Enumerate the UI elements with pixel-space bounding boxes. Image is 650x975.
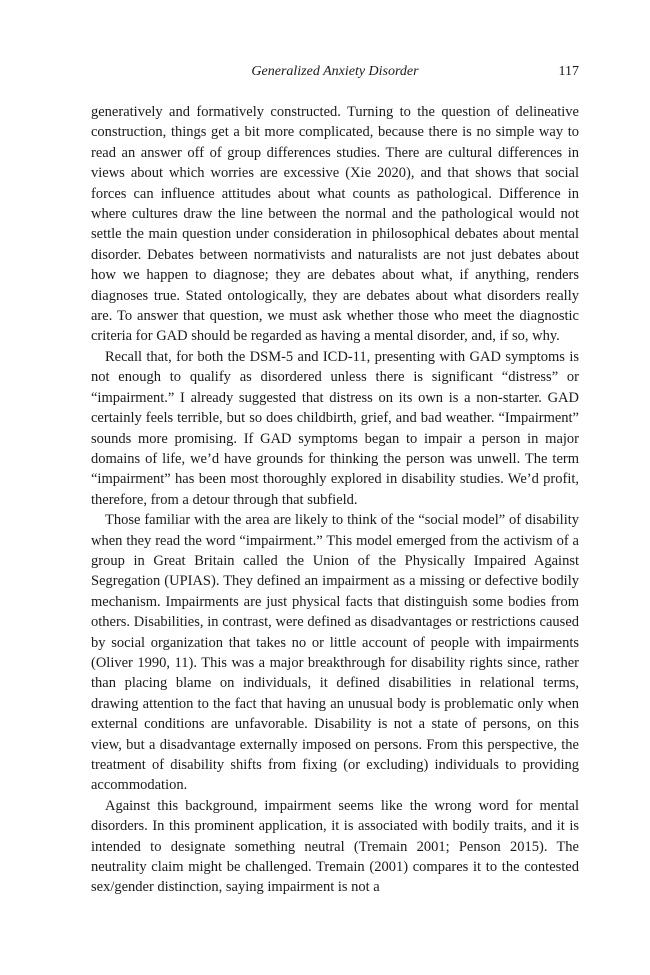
page-number: 117	[558, 64, 579, 79]
book-page	[91, 60, 579, 898]
paragraph: Recall that, for both the DSM-5 and ICD-11, presenting with GAD symptoms is not enough to qualify as disordered unless there is significant “distress” or “impairment.” I already suggested that distress on its own is a non-starter. GAD certainly feels terrible, but so does childbirth, grief, and bad weather. “Impairment” sounds more promising. If GAD symptoms began to impair a person in major domains of life, we’d have grounds for thinking the person was unwell. The term “impairment” has been most thoroughly explored in disability studies. We’d profit, therefore, from a detour through that subfield.	[91, 348, 579, 508]
running-head	[91, 60, 579, 84]
running-title: Generalized Anxiety Disorder	[251, 64, 419, 79]
paragraph: Against this background, impairment seems like the wrong word for mental disorders. In this prominent application, it is associated with bodily traits, and it is intended to designate something neutral (Tremain 2001; Penson 2015). The neutrality claim might be challenged. Tremain (2001) compares it to the contested sex/gender distinction, saying impairment is not a	[91, 797, 579, 896]
paragraph: Those familiar with the area are likely to think of the “social model” of disability when they read the word “impairment.” This model emerged from the activism of a group in Great Britain called the Union of the Physically Impaired Against Segregation (UPIAS). They defined an impairment as a missing or defective bodily mechanism. Impairments are just physical facts that distinguish some bodies from others. Disabilities, in contrast, were defined as disadvantages or restrictions caused by social organization that takes no or little account of people with impairments (Oliver 1990, 11). This was a major breakthrough for disability rights since, rather than placing blame on individuals, it defined disabilities in relational terms, drawing attention to the fact that having an unusual body is problematic only when external conditions are unfavorable. Disability is not a state of persons, on this view, but a disadvantage externally imposed on persons. From this perspective, the treatment of disability shifts from fixing (or excluding) individuals to providing accommodation.	[91, 512, 579, 794]
body-text	[91, 102, 579, 898]
paragraph: generatively and formatively constructed. Turning to the question of delineative construction, things get a bit more complicated, because there is no simple way to read an answer off of group differences studies. There are cultural differences in views about which worries are excessive (Xie 2020), and that shows that social forces can influence attitudes about what counts as pathological. Difference in where cultures draw the line between the normal and the pathological would not settle the main question under consideration in philosophical debates about mental disorder. Debates between normativists and naturalists are not just debates about how we happen to diagnose; they are debates about what, if anything, renders diagnoses true. Stated ontologically, they are debates about what disorders really are. To answer that question, we must ask whether those who meet the diagnostic criteria for GAD should be regarded as having a mental disorder, and, if so, why.	[91, 104, 579, 345]
